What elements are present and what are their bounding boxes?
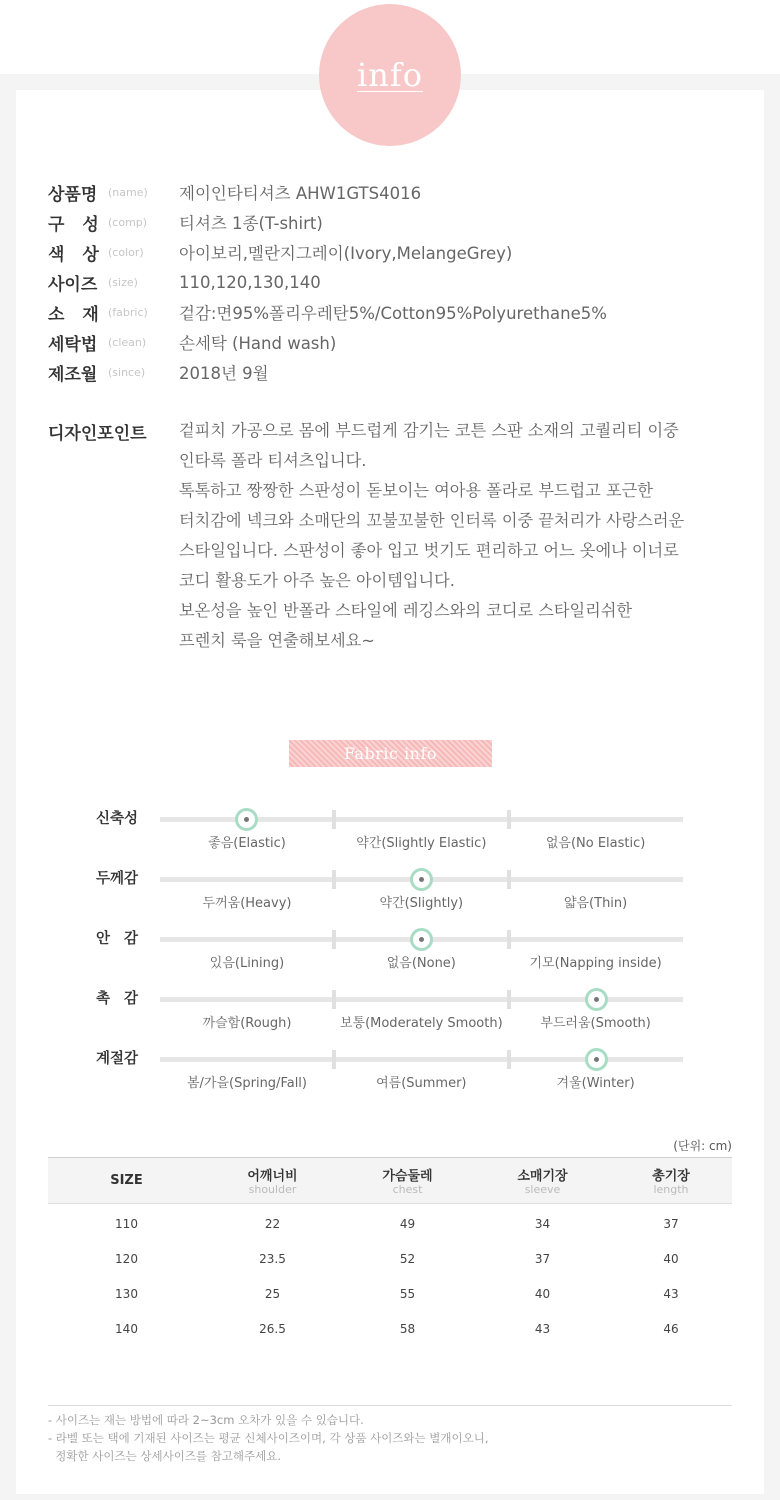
product-info-en-label: (clean) [108, 335, 147, 349]
size-table-cell: 52 [399, 1251, 416, 1266]
size-header-en: length [653, 1183, 689, 1196]
size-table-cell: 37 [663, 1216, 679, 1231]
design-point-section [48, 416, 758, 656]
fabric-scale-track [160, 817, 683, 822]
fabric-option-label: 기모(Napping inside) [529, 956, 662, 971]
fabric-scale-tick [332, 810, 336, 829]
design-point-line: 스타일입니다. 스판성이 좋아 입고 벗기도 편리하고 어느 옷에나 이너로 [179, 541, 679, 560]
product-info-en-label: (size) [108, 275, 138, 289]
design-point-line: 코디 활용도가 아주 높은 아이템입니다. [179, 571, 455, 590]
product-info-row [48, 207, 748, 237]
fabric-scale-tick [507, 1050, 511, 1069]
fabric-option-label: 보통(Moderately Smooth) [339, 1016, 503, 1031]
size-table-row [48, 1276, 732, 1311]
size-table-cell: 26.5 [259, 1321, 286, 1336]
product-info-en-label: (since) [108, 365, 146, 379]
size-header-ko: 총기장 [652, 1169, 690, 1184]
size-table-header-cell [610, 1158, 732, 1203]
size-table-cell: 49 [399, 1216, 416, 1231]
size-table-row [48, 1311, 732, 1346]
product-info-value: 아이보리,멜란지그레이(Ivory,MelangeGrey) [179, 244, 513, 263]
product-info-row [48, 267, 748, 297]
product-info-en-label: (color) [108, 245, 144, 259]
fabric-info-title-text: Fabric info [343, 744, 438, 763]
size-table-cell: 37 [534, 1251, 551, 1266]
size-table-header-cell [340, 1158, 475, 1203]
size-table-cell: 40 [534, 1286, 551, 1301]
size-header-ko: 어깨너비 [247, 1169, 298, 1184]
fabric-option-label: 약간(Slightly) [379, 896, 464, 911]
product-info-label: 색상 [48, 244, 117, 265]
size-table-row [48, 1241, 732, 1276]
fabric-option-label: 두꺼움(Heavy) [202, 896, 292, 911]
fabric-row-label: 신축성 [96, 811, 139, 827]
product-info-row [48, 237, 748, 267]
fabric-row [0, 1051, 780, 1117]
product-info-value: 110,120,130,140 [179, 272, 321, 292]
fabric-scale-track [160, 997, 683, 1002]
product-info-label: 상품명 [48, 184, 98, 205]
fabric-scale-track [160, 877, 683, 882]
size-note-line: - 라벨 또는 택에 기재된 사이즈는 평균 신체사이즈이며, 각 상품 사이즈와는 별개이오니, [48, 1431, 489, 1445]
product-info-value: 티셔츠 1종(T-shirt) [179, 214, 323, 233]
product-info-value: 제이인타티셔츠 AHW1GTS4016 [179, 184, 422, 203]
size-table-cell: 23.5 [259, 1251, 286, 1266]
size-note-line: - 사이즈는 재는 방법에 따라 2~3cm 오차가 있을 수 있습니다. [48, 1413, 364, 1427]
product-info-label: 소재 [48, 304, 117, 325]
product-info-label: 세탁법 [48, 334, 98, 355]
size-table-cell: 130 [115, 1286, 138, 1301]
product-info-label: 제조월 [48, 364, 98, 385]
fabric-scale-tick [332, 1050, 336, 1069]
product-info-value: 겉감:면95%폴리우레탄5%/Cotton95%Polyurethane5% [179, 304, 607, 323]
fabric-row-label: 촉감 [96, 991, 153, 1007]
size-table-cell: 40 [663, 1251, 679, 1266]
fabric-option-label: 약간(Slightly Elastic) [356, 836, 487, 851]
fabric-scale-track [160, 937, 683, 942]
product-info-row [48, 327, 748, 357]
size-table-cell: 140 [115, 1321, 138, 1336]
size-table-cell: 55 [399, 1286, 416, 1301]
product-info-row [48, 177, 748, 207]
design-point-line: 인타록 폴라 티셔츠입니다. [179, 451, 367, 470]
size-header-en: sleeve [524, 1183, 561, 1196]
product-info-row [48, 357, 748, 387]
size-table-cell: 43 [663, 1286, 679, 1301]
fabric-row-label: 두께감 [96, 871, 139, 887]
notes-divider [48, 1405, 732, 1406]
design-point-text [179, 416, 684, 656]
size-note-line: 정확한 사이즈는 상세사이즈를 참고해주세요. [48, 1449, 282, 1463]
design-point-label: 디자인포인트 [48, 424, 147, 444]
fabric-scale-tick [332, 930, 336, 949]
size-table-header-cell [48, 1158, 205, 1203]
product-info-label: 사이즈 [48, 274, 98, 295]
size-notes [48, 1411, 488, 1465]
design-point-line: 프렌치 룩을 연출해보세요~ [179, 631, 375, 650]
size-table [48, 1157, 732, 1346]
fabric-selected-marker [235, 808, 258, 831]
size-header-ko: 가슴둘레 [382, 1169, 433, 1184]
fabric-option-label: 까슬함(Rough) [202, 1016, 292, 1031]
fabric-selected-marker [585, 1048, 608, 1071]
size-table-cell: 25 [264, 1286, 281, 1301]
fabric-selected-marker [585, 988, 608, 1011]
design-point-line: 보온성을 높인 반폴라 스타일에 레깅스와의 코디로 스타일리쉬한 [179, 601, 633, 620]
design-point-line: 터치감에 넥크와 소매단의 꼬불꼬불한 인터록 이중 끝처리가 사랑스러운 [179, 511, 685, 530]
size-table-body [48, 1204, 732, 1346]
size-table-cell: 110 [115, 1216, 138, 1231]
size-table-header-cell [475, 1158, 610, 1203]
product-info-list [48, 177, 748, 387]
fabric-scale-track [160, 1057, 683, 1062]
size-header-en: shoulder [248, 1183, 297, 1196]
product-info-value: 2018년 9월 [179, 364, 269, 383]
size-table-cell: 58 [399, 1321, 416, 1336]
fabric-scale-tick [507, 870, 511, 889]
product-info-row [48, 297, 748, 327]
size-table-cell: 120 [115, 1251, 138, 1266]
fabric-option-label: 얇음(Thin) [563, 896, 628, 911]
fabric-option-label: 겨울(Winter) [556, 1076, 635, 1091]
design-point-line: 겉피치 가공으로 몸에 부드럽게 감기는 코튼 스판 소재의 고퀄리티 이중 [179, 421, 679, 440]
product-info-en-label: (comp) [108, 215, 148, 229]
size-table-header [48, 1157, 732, 1204]
fabric-scale-tick [332, 870, 336, 889]
size-table-cell: 43 [534, 1321, 551, 1336]
fabric-selected-marker [410, 868, 433, 891]
product-info-en-label: (name) [108, 185, 148, 199]
fabric-option-label: 여름(Summer) [376, 1076, 467, 1091]
fabric-row-label: 안감 [96, 931, 153, 947]
fabric-option-label: 없음(None) [386, 956, 456, 971]
size-table-header-cell [205, 1158, 340, 1203]
fabric-option-label: 봄/가을(Spring/Fall) [186, 1076, 307, 1091]
fabric-scale-tick [332, 990, 336, 1009]
product-info-en-label: (fabric) [108, 305, 148, 319]
fabric-scale-tick [507, 810, 511, 829]
fabric-scale-tick [507, 930, 511, 949]
size-header-ko: SIZE [110, 1173, 143, 1188]
product-info-value: 손세탁 (Hand wash) [179, 334, 337, 353]
fabric-row-label: 계절감 [96, 1051, 139, 1067]
info-badge-label: info [357, 56, 423, 94]
size-header-ko: 소매기장 [517, 1169, 568, 1184]
product-info-label: 구성 [48, 214, 117, 235]
fabric-option-label: 없음(No Elastic) [545, 836, 646, 851]
size-table-cell: 34 [534, 1216, 551, 1231]
fabric-selected-marker [410, 928, 433, 951]
size-table-row [48, 1206, 732, 1241]
fabric-scale-tick [507, 990, 511, 1009]
size-header-en: chest [392, 1183, 423, 1196]
fabric-option-label: 좋음(Elastic) [208, 836, 286, 851]
size-table-cell: 22 [264, 1216, 281, 1231]
size-table-cell: 46 [663, 1321, 679, 1336]
fabric-info-title [289, 740, 492, 767]
design-point-line: 톡톡하고 짱짱한 스판성이 돋보이는 여아용 폴라로 부드럽고 포근한 [179, 481, 653, 500]
fabric-option-label: 있음(Lining) [209, 956, 285, 971]
size-unit-label: (단위: cm) [673, 1139, 732, 1153]
info-badge [319, 4, 461, 146]
fabric-option-label: 부드러움(Smooth) [540, 1016, 651, 1031]
